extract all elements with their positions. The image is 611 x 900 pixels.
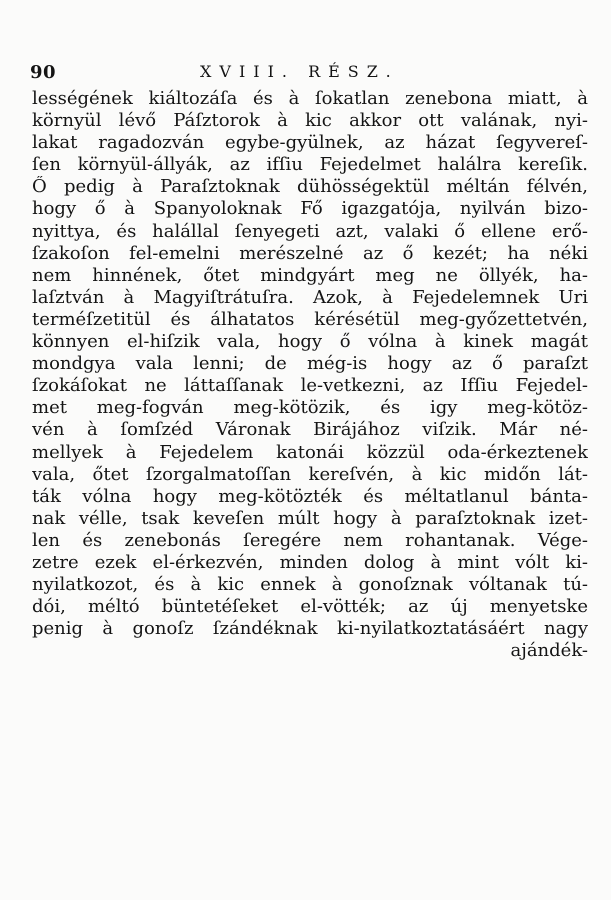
body-text: [32, 88, 588, 662]
text-line: ſzakoſon fel-emelni merészelné az ő kezét; ha néki: [32, 242, 588, 264]
text-line: környül lévő Páſztorok à kic akkor ott valának, nyi-: [32, 110, 588, 132]
text-line: dói, méltó büntetéſeket el-vötték; az új menyetske: [32, 596, 588, 618]
catchword: ajándék-: [510, 640, 588, 662]
text-line: terméſzetitül és álhatatos kérésétül meg-győzettetvén,: [32, 308, 588, 330]
text-line: lességének kiáltozáſa és à ſokatlan zenebona miatt, à: [32, 88, 588, 109]
text-line: laſztván à Magyiſtrátuſra. Azok, à Fejedelemnek Uri: [32, 286, 588, 308]
text-line: hogy ő à Spanyoloknak Fő igazgatója, nyilván bizo-: [32, 198, 588, 220]
text-line: vala, őtet ſzorgalmatoſſan kereſvén, à kic midőn lát-: [32, 463, 588, 485]
text-line: len és zenebonás ſeregére nem rohantanak. Vége-: [32, 529, 588, 551]
text-line: nyilatkozot, és à kic ennek à gonoſznak vóltanak tú-: [32, 574, 588, 596]
text-line: nak vélle, tsak keveſen múlt hogy à paraſztoknak izet-: [32, 507, 588, 529]
running-head: XVIII. RÉSZ.: [200, 62, 399, 81]
text-line: mellyek à Fejedelem katonái közzül oda-érkeztenek: [32, 441, 588, 463]
text-line: penig à gonoſz ſzándéknak ki-nyilatkoztatásáért nagy: [32, 618, 588, 640]
text-line: zetre ezek el-érkezvén, minden dolog à mint vólt ki-: [32, 551, 588, 573]
text-line: ták vólna hogy meg-kötözték és méltatlanul bánta-: [32, 485, 588, 507]
text-line: ſen környül-állyák, az ifſiu Fejedelmet halálra kereſik.: [32, 154, 588, 176]
text-line: könnyen el-hiſzik vala, hogy ő vólna à kinek magát: [32, 331, 588, 353]
text-line: Ő pedig à Paraſztoknak dühösségektül méltán félvén,: [32, 176, 588, 198]
page-number: 90: [30, 62, 57, 83]
text-line: mondgya vala lenni; de még-is hogy az ő paraſzt: [32, 353, 588, 375]
text-line: vén à ſomſzéd Váronak Birájához viſzik. Már né-: [32, 419, 588, 441]
text-line: lakat ragadozván egybe-gyülnek, az házat ſegyvereſ-: [32, 132, 588, 154]
text-line: nem hinnének, őtet mindgyárt meg ne öllyék, ha-: [32, 264, 588, 286]
text-line: ſzokáſokat ne láttaſſanak le-vetkezni, az Ifſiu Fejedel-: [32, 375, 588, 397]
page-header: [30, 62, 590, 88]
text-line: met meg-fogván meg-kötözik, és igy meg-kötöz-: [32, 397, 588, 419]
text-line: nyittya, és halállal ſenyegeti azt, valaki ő ellene erő-: [32, 220, 588, 242]
